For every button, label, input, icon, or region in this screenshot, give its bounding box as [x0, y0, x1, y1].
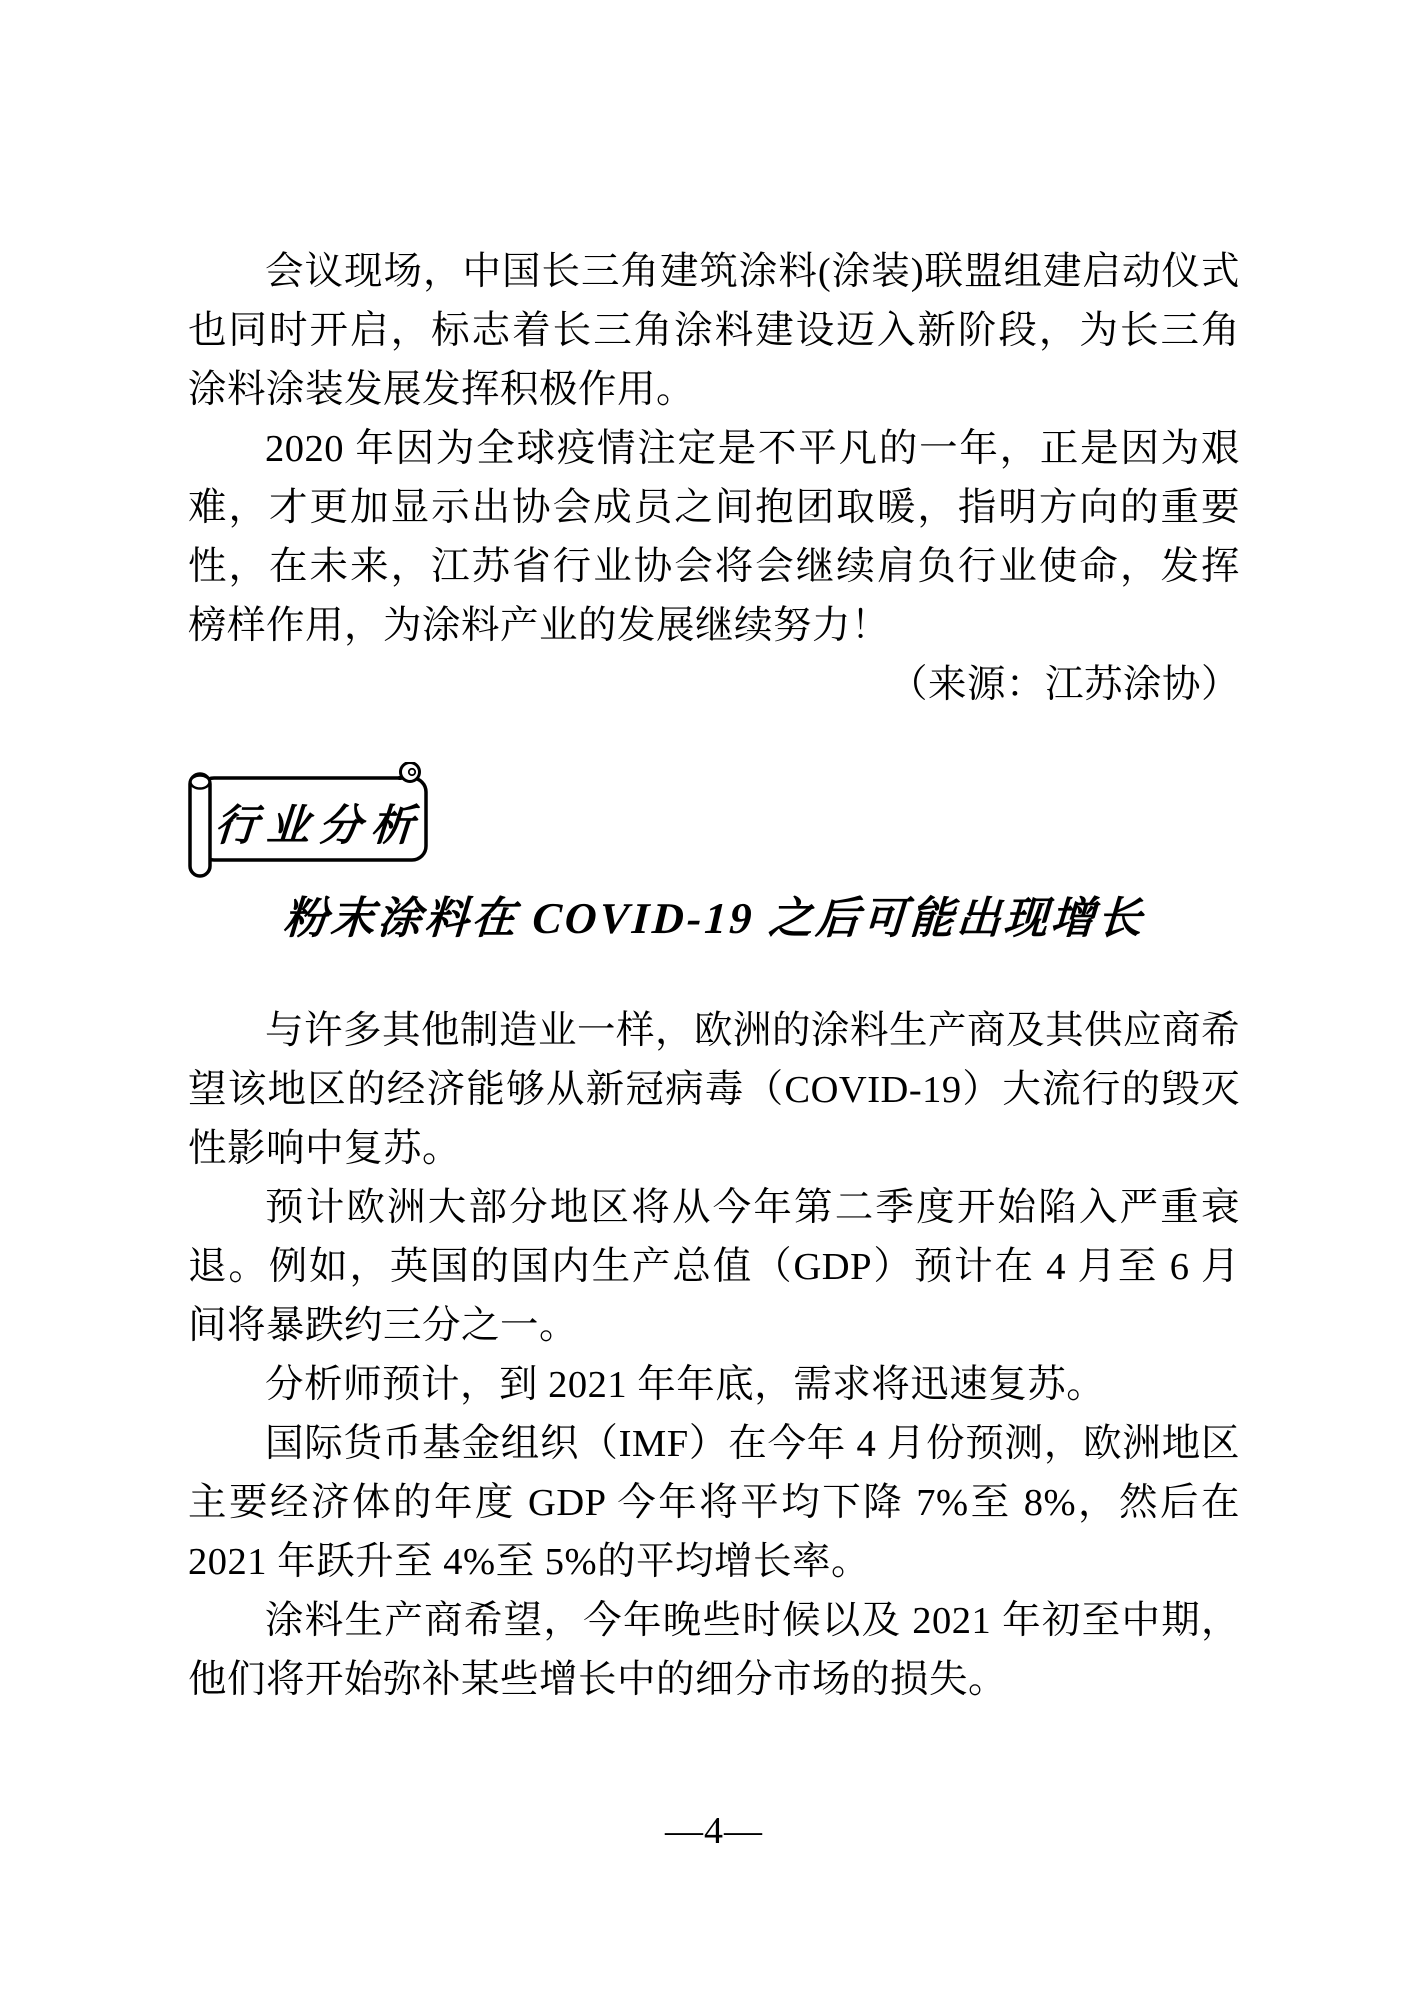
source-attribution: （来源：江苏涂协） — [888, 664, 1240, 706]
section-banner-label: 行业分析 — [213, 803, 425, 850]
analysis-paragraph-3: 分析师预计，到 2021 年年底，需求将迅速复苏。 — [265, 1364, 1106, 1406]
news-paragraph-2: 2020 年因为全球疫情注定是不平凡的一年，正是因为艰难，才更加显示出协会成员之间抱团取暖，指明方向的重要性，在未来，江苏省行业协会将会继续肩负行业使命，发挥榜样作用，为涂料产业的发展继续努力！ — [188, 428, 1240, 647]
text-column — [188, 0, 1240, 1710]
analysis-paragraph-5: 涂料生产商希望，今年晚些时候以及 2021 年初至中期，他们将开始弥补某些增长中的细分市场的损失。 — [188, 1600, 1240, 1701]
news-paragraph-1: 会议现场，中国长三角建筑涂料(涂装)联盟组建启动仪式也同时开启，标志着长三角涂料建设迈入新阶段，为长三角涂料涂装发展发挥积极作用。 — [188, 251, 1240, 411]
analysis-paragraph-1: 与许多其他制造业一样，欧洲的涂料生产商及其供应商希望该地区的经济能够从新冠病毒（COVID-19）大流行的毁灭性影响中复苏。 — [188, 1010, 1241, 1170]
section-banner — [188, 762, 434, 880]
page-number: —4— — [665, 1810, 763, 1852]
analysis-paragraph-2: 预计欧洲大部分地区将从今年第二季度开始陷入严重衰退。例如，英国的国内生产总值（GDP）预计在 4 月至 6 月间将暴跌约三分之一。 — [188, 1187, 1240, 1347]
article-title: 粉末涂料在 COVID-19 之后可能出现增长 — [282, 894, 1146, 943]
analysis-paragraph-4: 国际货币基金组织（IMF）在今年 4 月份预测，欧洲地区主要经济体的年度 GDP 今年将平均下降 7%至 8%，然后在 2021 年跃升至 4%至 5%的平均增长率。 — [188, 1423, 1240, 1583]
